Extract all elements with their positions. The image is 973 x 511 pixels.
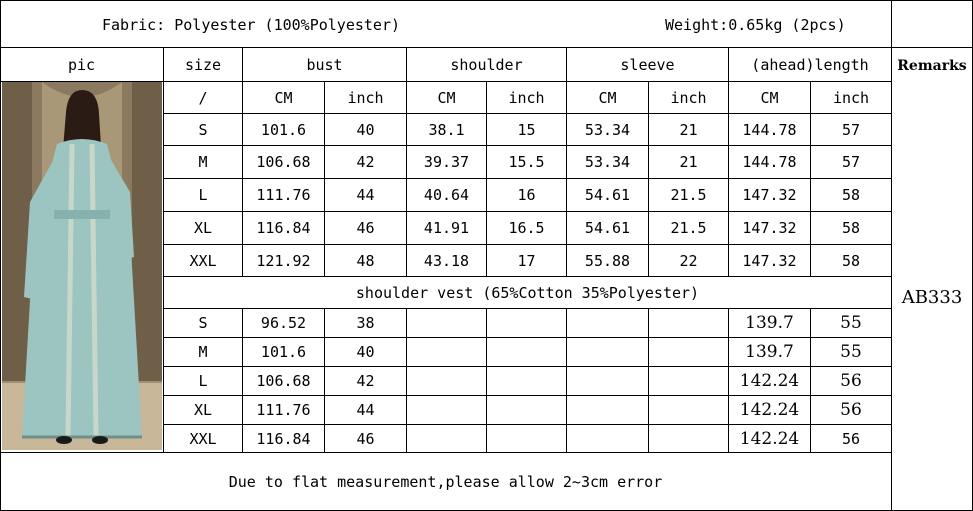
measure-cell: 147.32 [742,251,797,270]
vest-title: shoulder vest (65%Cotton 35%Polyester) [355,283,700,302]
measure-cell: 144.78 [742,153,797,171]
measure-cell: 15.5 [508,153,545,171]
vest-size-cell: L [198,372,208,390]
measure-cell: 58 [841,186,861,204]
vest-measure-cell: 55 [840,313,862,333]
measure-cell: 15 [517,120,536,139]
col-size: size [184,55,222,74]
measure-cell: 21.5 [670,186,707,204]
vest-measure-cell: 101.6 [260,343,307,361]
measure-cell: 53.34 [584,153,631,171]
measure-cell: 22 [679,251,698,270]
col-remarks: Remarks [897,57,967,74]
unit-length-cm: CM [760,88,779,107]
measure-cell: 54.61 [584,186,631,204]
model-illustration [2,82,162,450]
measure-cell: 106.68 [256,153,311,171]
measure-cell: 55.88 [584,251,631,270]
col-bust: bust [306,55,343,74]
vest-size-cell: S [198,314,208,332]
size-cell: M [198,153,208,171]
measure-cell: 58 [841,251,861,270]
vest-measure-cell: 40 [356,343,375,361]
measure-cell: 43.18 [423,251,470,270]
unit-sleeve-cm: CM [598,88,617,107]
measure-cell: 21 [679,153,698,171]
measure-cell: 21.5 [670,219,707,237]
col-pic: pic [67,55,96,74]
vest-measure-cell: 55 [840,342,862,362]
vest-measure-cell: 142.24 [739,400,800,420]
col-length: (ahead)length [751,55,869,74]
weight-label: Weight:0.65kg (2pcs) [665,16,846,34]
measure-cell: 111.76 [256,186,311,204]
measure-cell: 101.6 [260,120,307,139]
size-cell: XXL [189,251,217,270]
product-photo [2,82,162,450]
measure-cell: 44 [356,186,375,204]
measure-cell: 39.37 [423,153,470,171]
vest-measure-cell: 56 [840,400,862,420]
vest-size-cell: M [198,343,208,361]
measure-cell: 17 [517,251,536,270]
measure-cell: 121.92 [256,251,311,270]
measure-cell: 58 [841,219,861,237]
vest-size-cell: XXL [189,429,217,448]
vest-measure-cell: 111.76 [256,401,311,419]
vest-measure-cell: 142.24 [739,371,800,391]
measure-cell: 42 [356,153,375,171]
unit-length-inch: inch [832,88,870,107]
size-cell: S [198,120,208,139]
vest-measure-cell: 139.7 [745,313,794,333]
vest-measure-cell: 96.52 [260,314,307,332]
vest-measure-cell: 139.7 [745,342,794,362]
vest-measure-cell: 106.68 [256,372,311,390]
vest-measure-cell: 38 [356,314,375,332]
measure-cell: 116.84 [256,219,311,237]
vest-measure-cell: 56 [841,429,861,448]
vest-measure-cell: 42 [356,372,375,390]
fabric-label: Fabric: Polyester (100%Polyester) [102,16,401,34]
measure-cell: 21 [679,120,698,139]
vest-measure-cell: 46 [356,429,375,448]
measure-cell: 40.64 [423,186,470,204]
measure-cell: 147.32 [742,186,797,204]
unit-sleeve-inch: inch [670,88,707,107]
vest-measure-cell: 142.24 [739,428,800,449]
unit-shoulder-inch: inch [508,88,545,107]
col-shoulder: shoulder [450,55,523,74]
measure-cell: 40 [356,120,375,139]
vest-size-cell: XL [193,401,213,419]
measure-cell: 144.78 [742,120,797,139]
measure-cell: 16 [517,186,536,204]
measure-cell: 147.32 [742,219,797,237]
measure-cell: 38.1 [428,120,465,139]
measure-cell: 54.61 [584,219,631,237]
measure-cell: 41.91 [423,219,470,237]
measure-cell: 46 [356,219,375,237]
vest-measure-cell: 56 [840,371,862,391]
measure-cell: 48 [356,251,375,270]
footer-note: Due to flat measurement,please allow 2~3cm error [228,472,663,491]
measure-cell: 57 [841,120,861,139]
col-sleeve: sleeve [620,55,675,74]
unit-shoulder-cm: CM [437,88,456,107]
measure-cell: 16.5 [508,219,545,237]
vest-measure-cell: 44 [356,401,375,419]
size-cell: L [198,186,208,204]
measure-cell: 53.34 [584,120,631,139]
remarks-code: AB333 [901,286,963,308]
measure-cell: 57 [841,153,861,171]
vest-measure-cell: 116.84 [256,429,311,448]
unit-bust-inch: inch [347,88,384,107]
unit-bust-cm: CM [274,88,293,107]
unit-size: / [198,88,208,107]
size-cell: XL [193,219,213,237]
